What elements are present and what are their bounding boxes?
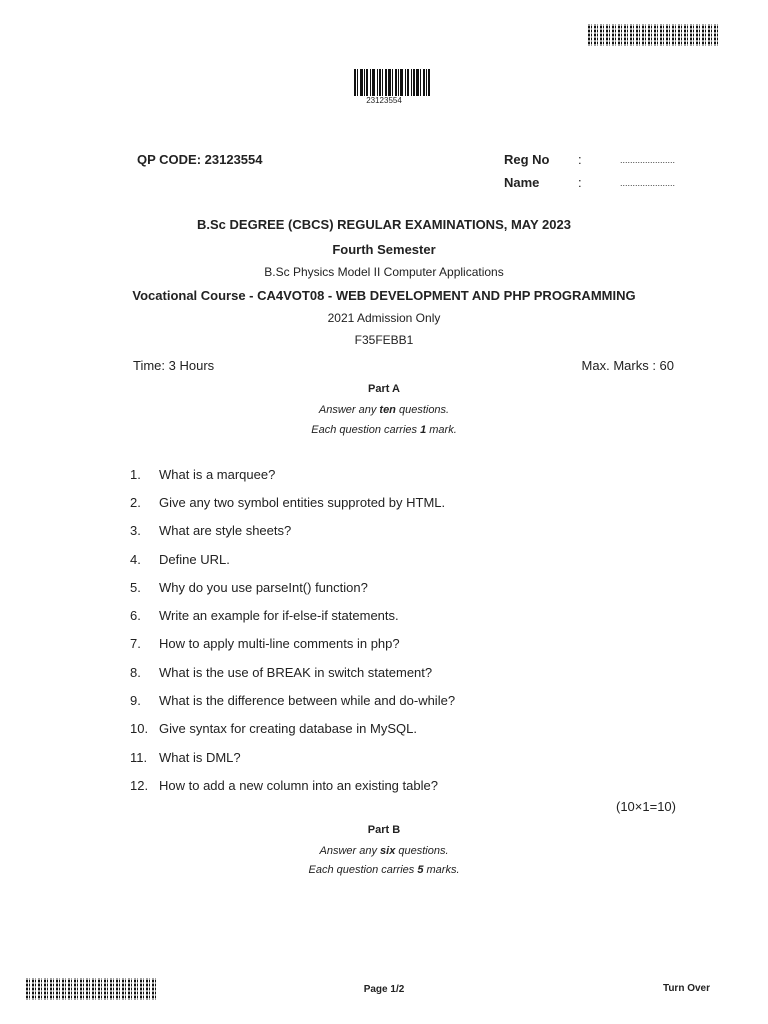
reg-no-blank: ...................... [620,155,676,165]
turn-over: Turn Over [662,983,710,994]
top-right-barcode [588,24,718,46]
question-text: Why do you use parseInt() function? [159,580,368,595]
qp-barcode [354,69,430,96]
part-b-instruction-post: questions. [395,845,449,857]
question-text: Define URL. [159,552,230,567]
part-b-marks-post: marks. [423,864,460,876]
question-text: Write an example for if-else-if statements. [159,608,399,623]
question-number: 5. [130,580,141,595]
programme: B.Sc Physics Model II Computer Applications [264,265,504,279]
question-text: What is the use of BREAK in switch statement? [159,665,433,680]
reg-no-colon: : [578,152,582,167]
question-text: How to add a new column into an existing table? [159,778,438,793]
question-number: 10. [130,721,149,736]
part-b-marks [0,864,768,876]
exam-time: Time: 3 Hours [133,358,215,373]
part-a-instruction-post: questions. [395,404,450,416]
semester: Fourth Semester [332,242,436,257]
page-number: Page 1/2 [363,984,405,995]
part-b-marks-pre: Each question carries [308,864,418,876]
question-text: What is a marquee? [159,467,276,482]
question-text: What is the difference between while and do-while? [159,693,456,708]
part-b-marks-count: 5 [417,864,424,876]
part-a-instruction [0,404,768,416]
part-a-score: (10×1=10) [616,799,676,814]
question-text: Give any two symbol entities supproted by HTML. [159,495,446,510]
question-number: 9. [130,693,141,708]
part-b-title: Part B [367,824,401,836]
question-text: How to apply multi-line comments in php? [159,636,400,651]
paper-code: F35FEBB1 [354,333,414,347]
question-number: 1. [130,467,141,482]
part-a-marks-count: 1 [420,424,427,436]
part-a-marks-pre: Each question carries [311,424,421,436]
question-text: Give syntax for creating database in MySQL. [159,721,417,736]
part-b-instruction-count: six [380,845,396,857]
question-number: 12. [130,778,149,793]
name-label: Name [504,175,540,190]
course-title: Vocational Course - CA4VOT08 - WEB DEVELOPMENT AND PHP PROGRAMMING [132,288,636,303]
question-text: What is DML? [159,750,241,765]
part-b-instruction-pre: Answer any [319,845,381,857]
part-a-instruction-pre: Answer any [318,404,380,416]
name-blank: ...................... [620,178,676,188]
question-text: What are style sheets? [159,523,292,538]
question-number: 8. [130,665,141,680]
part-a-marks-post: mark. [426,424,457,436]
part-a-marks [0,424,768,436]
barcode-number: 23123554 [366,96,402,105]
exam-title: B.Sc DEGREE (CBCS) REGULAR EXAMINATIONS, MAY 2023 [197,217,571,232]
part-b-instruction [0,845,768,857]
question-number: 11. [130,750,148,765]
question-number: 4. [130,552,141,567]
part-a-title: Part A [368,383,400,395]
question-number: 7. [130,636,141,651]
name-colon: : [578,175,582,190]
part-a-instruction-count: ten [379,404,396,416]
question-number: 6. [130,608,141,623]
admission: 2021 Admission Only [327,311,441,325]
max-marks: Max. Marks : 60 [581,358,674,373]
question-number: 3. [130,523,141,538]
qp-code: QP CODE: 23123554 [137,152,263,167]
question-number: 2. [130,495,141,510]
reg-no-label: Reg No [504,152,550,167]
